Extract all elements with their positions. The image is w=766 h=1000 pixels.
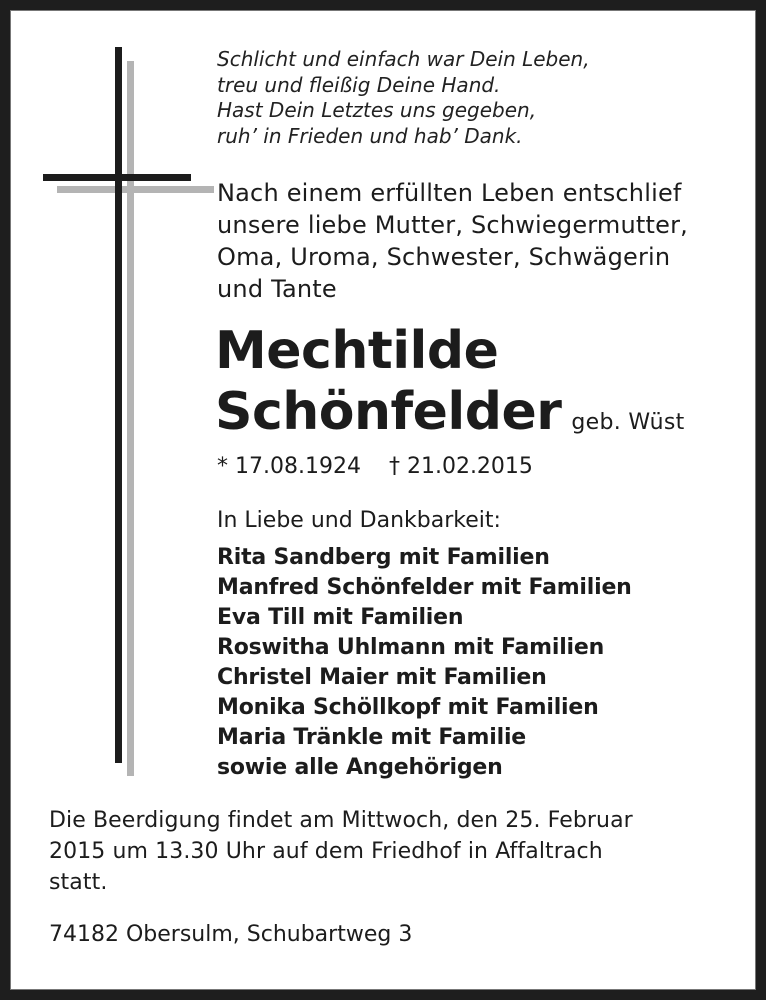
mourner-entry: sowie alle Angehörigen bbox=[217, 755, 503, 780]
mourner-entry: Christel Maier mit Familien bbox=[217, 665, 547, 690]
announcement-line: Oma, Uroma, Schwester, Schwägerin bbox=[217, 243, 671, 271]
cross-vertical bbox=[115, 47, 122, 763]
mourner-entry: Monika Schöllkopf mit Familien bbox=[217, 695, 599, 720]
poem-line: treu und fleißig Deine Hand. bbox=[217, 72, 501, 97]
cross-shadow-horizontal bbox=[57, 186, 214, 193]
cross-shadow-vertical bbox=[127, 61, 134, 776]
deceased-first-name: Mechtilde bbox=[215, 321, 499, 381]
life-dates bbox=[217, 452, 533, 482]
announcement-text bbox=[217, 177, 688, 305]
announcement-line: und Tante bbox=[217, 275, 337, 303]
mourner-entry: Roswitha Uhlmann mit Familien bbox=[217, 635, 605, 660]
poem-line: ruh’ in Frieden und hab’ Dank. bbox=[217, 123, 523, 148]
mourners-list bbox=[217, 543, 632, 783]
announcement-line: Nach einem erfüllten Leben entschlief bbox=[217, 179, 682, 207]
burial-info bbox=[49, 805, 633, 898]
thanks-line: In Liebe und Dankbarkeit: bbox=[217, 508, 501, 533]
mourner-entry: Eva Till mit Familien bbox=[217, 605, 464, 630]
mourner-entry: Rita Sandberg mit Familien bbox=[217, 545, 550, 570]
burial-line: statt. bbox=[49, 870, 108, 895]
deceased-last-name: Schönfelder bbox=[215, 382, 562, 442]
poem bbox=[217, 47, 590, 149]
cross-horizontal bbox=[43, 174, 191, 181]
deceased-surname-line bbox=[215, 382, 685, 453]
birth-date: * 17.08.1924 bbox=[217, 454, 361, 479]
burial-line: Die Beerdigung findet am Mittwoch, den 25. Februar bbox=[49, 808, 633, 833]
mourner-entry: Maria Tränkle mit Familie bbox=[217, 725, 527, 750]
obituary-notice bbox=[10, 10, 756, 990]
mourner-entry: Manfred Schönfelder mit Familien bbox=[217, 575, 632, 600]
burial-line: 2015 um 13.30 Uhr auf dem Friedhof in Affaltrach bbox=[49, 839, 603, 864]
poem-line: Schlicht und einfach war Dein Leben, bbox=[217, 47, 590, 71]
death-date: † 21.02.2015 bbox=[388, 454, 533, 479]
address: 74182 Obersulm, Schubartweg 3 bbox=[49, 922, 413, 947]
announcement-line: unsere liebe Mutter, Schwiegermutter, bbox=[217, 211, 689, 239]
maiden-name: geb. Wüst bbox=[571, 410, 685, 435]
poem-line: Hast Dein Letztes uns gegeben, bbox=[217, 98, 537, 122]
